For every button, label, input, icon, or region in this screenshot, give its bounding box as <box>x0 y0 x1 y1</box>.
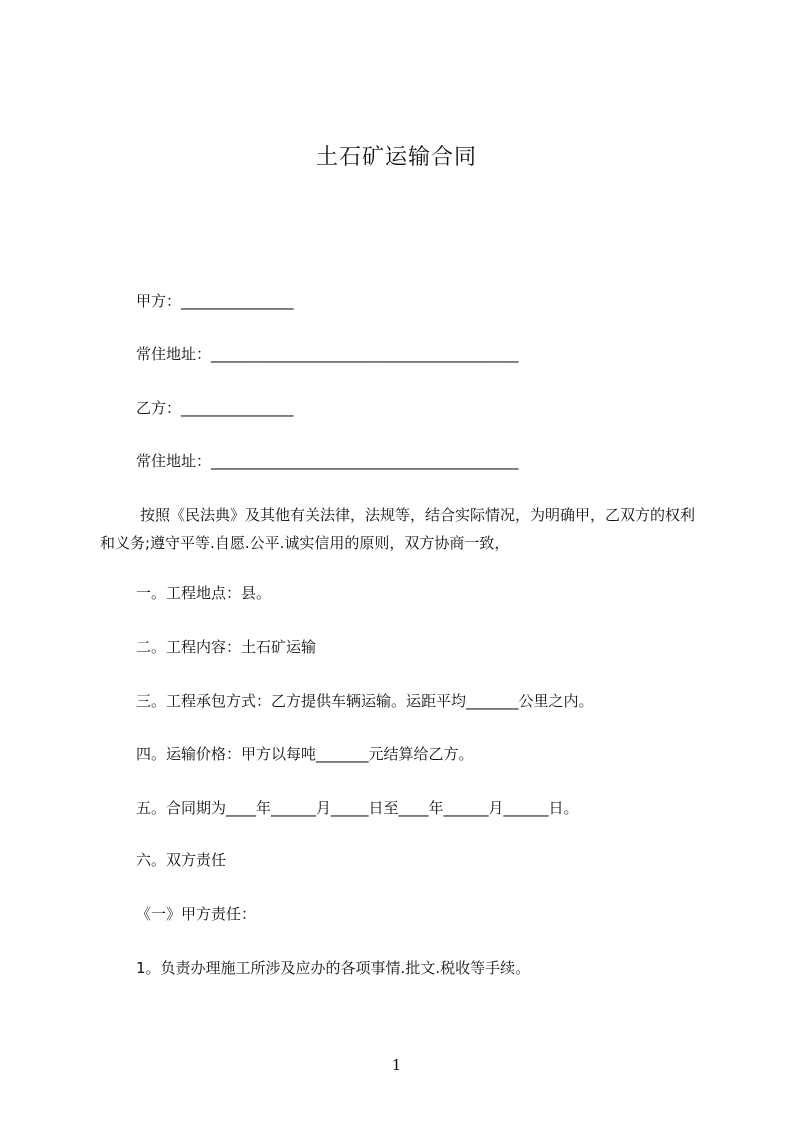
clause-price: 四。运输价格：甲方以每吨_______元结算给乙方。 <box>136 745 474 763</box>
page-number: 1 <box>391 1056 402 1074</box>
clause-content: 二。工程内容：土石矿运输 <box>136 638 317 656</box>
document-title: 土石矿运输合同 <box>315 145 477 170</box>
clause-period: 五。合同期为____年______月_____日至____年______月______日。 <box>136 799 579 817</box>
clause-responsibilities: 六。双方责任 <box>136 851 227 869</box>
responsibility-item-1: 1。负责办理施工所涉及应办的各项事情.批文.税收等手续。 <box>136 959 531 977</box>
party-a-line: 甲方：_______________ <box>136 292 294 310</box>
party-a-address-line: 常住地址：_________________________________________ <box>136 345 519 363</box>
party-b-address-line: 常住地址：_________________________________________ <box>136 452 519 470</box>
clause-contract-method: 三。工程承包方式：乙方提供车辆运输。运距平均_______公里之内。 <box>136 692 594 710</box>
party-b-line: 乙方：_______________ <box>136 399 294 417</box>
clause-location: 一。工程地点：县。 <box>136 584 272 602</box>
subsection-party-a: 《一》甲方责任： <box>136 905 257 923</box>
preamble-paragraph: 按照《民法典》及其他有关法律，法规等，结合实际情况，为明确甲，乙双方的权利和义务;遵守平等.自愿.公平.诚实信用的原则，双方协商一致， <box>100 506 696 552</box>
